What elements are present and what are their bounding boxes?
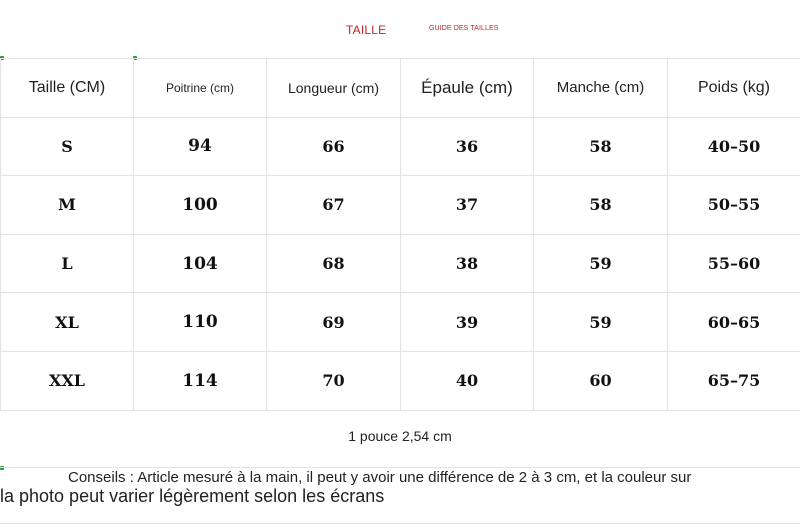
size-header	[0, 0, 800, 59]
cell-shoulder: 39	[401, 293, 534, 352]
cell-weight: 55–60	[668, 234, 800, 293]
cell-size: S	[1, 117, 134, 176]
size-title: TAILLE	[346, 23, 387, 37]
table-row	[1, 176, 800, 235]
cell-shoulder: 37	[401, 176, 534, 235]
size-table	[0, 58, 800, 411]
table-row	[1, 293, 800, 352]
column-header-weight: Poids (kg)	[668, 59, 800, 118]
cell-sleeve: 58	[534, 117, 668, 176]
cell-chest: 114	[134, 351, 267, 410]
bottom-divider	[0, 523, 800, 524]
inch-conversion-note: 1 pouce 2,54 cm	[0, 409, 800, 468]
column-header-length: Longueur (cm)	[267, 59, 401, 118]
cell-shoulder: 40	[401, 351, 534, 410]
column-header-shoulder: Épaule (cm)	[401, 59, 534, 118]
cell-length: 69	[267, 293, 401, 352]
cell-size: XXL	[1, 351, 134, 410]
cell-length: 66	[267, 117, 401, 176]
column-header-size: Taille (CM)	[1, 59, 134, 118]
size-guide-subtitle: GUIDE DES TAILLES	[429, 25, 499, 32]
cell-chest: 100	[134, 176, 267, 235]
advice-text-line-2: la photo peut varier légèrement selon les écrans	[0, 486, 385, 506]
cell-shoulder: 36	[401, 117, 534, 176]
column-header-sleeve: Manche (cm)	[534, 59, 668, 118]
cell-weight: 40–50	[668, 117, 800, 176]
table-header-row	[1, 59, 800, 118]
cell-size: L	[1, 234, 134, 293]
cell-length: 68	[267, 234, 401, 293]
cell-weight: 60–65	[668, 293, 800, 352]
cell-chest: 94	[134, 117, 267, 176]
table-row	[1, 234, 800, 293]
cell-size: M	[1, 176, 134, 235]
cell-length: 67	[267, 176, 401, 235]
table-row	[1, 117, 800, 176]
cell-sleeve: 58	[534, 176, 668, 235]
cell-chest: 110	[134, 293, 267, 352]
cell-sleeve: 59	[534, 293, 668, 352]
column-header-chest: Poitrine (cm)	[134, 59, 267, 118]
cell-weight: 50–55	[668, 176, 800, 235]
table-row	[1, 351, 800, 410]
cell-size: XL	[1, 293, 134, 352]
cell-sleeve: 59	[534, 234, 668, 293]
advice-text-line-1: Conseils : Article mesuré à la main, il peut y avoir une différence de 2 à 3 cm, et la couleur sur	[68, 469, 692, 486]
cell-length: 70	[267, 351, 401, 410]
cell-shoulder: 38	[401, 234, 534, 293]
cell-chest: 104	[134, 234, 267, 293]
cell-sleeve: 60	[534, 351, 668, 410]
cell-weight: 65–75	[668, 351, 800, 410]
